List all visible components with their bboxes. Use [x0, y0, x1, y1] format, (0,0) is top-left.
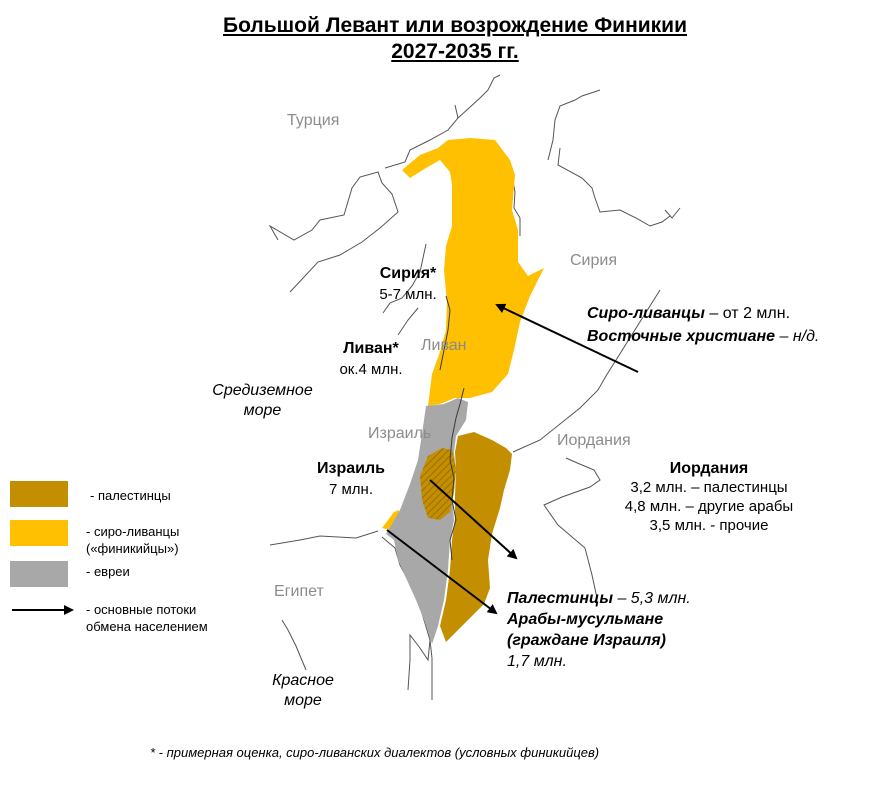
israeli-citizens-heading: (граждане Израиля) — [507, 632, 666, 649]
legend-swatch-syro-lebanese — [10, 520, 68, 546]
eastern-christians-heading: Восточные христиане — [587, 328, 776, 345]
syria-region-name: Сирия* — [379, 265, 437, 282]
palestinians-count: – 5,3 млн. — [613, 590, 691, 607]
map-title-line1: Большой Левант или возрождение Финикии — [222, 14, 687, 37]
syria-region-population: 5-7 млн. — [379, 286, 437, 303]
syria-region-label — [368, 265, 448, 303]
lebanon-region-label — [328, 340, 414, 378]
syro-lebanese-annotation — [587, 302, 819, 348]
country-label-jordan: Иордания — [557, 432, 631, 449]
legend-label-palestinians: - палестинцы — [90, 488, 171, 503]
israel-region-name: Израиль — [317, 460, 385, 477]
country-label-turkey: Турция — [287, 112, 340, 129]
palestinians-annotation — [507, 588, 691, 672]
legend-label-syro-lebanese: - сиро-ливанцы («финикийцы») — [86, 524, 180, 556]
legend-label-flows: - основные потоки обмена населением — [86, 602, 208, 634]
israel-region-label — [306, 460, 396, 498]
arab-muslims-heading: Арабы-мусульмане — [507, 611, 664, 628]
jordan-line-others: 3,5 млн. - прочие — [649, 517, 769, 534]
sea-label-red: Красное море — [272, 672, 334, 709]
legend-swatch-jews — [10, 561, 68, 587]
arab-muslims-count: 1,7 млн. — [507, 653, 567, 670]
israel-region-population: 7 млн. — [328, 481, 374, 498]
lebanon-region-population: ок.4 млн. — [339, 361, 403, 378]
eastern-christians-count: – н/д. — [775, 328, 820, 345]
lebanon-region-name: Ливан* — [343, 340, 399, 357]
footnote: * - примерная оценка, сиро-ливанских диалектов (условных финикийцев) — [150, 745, 600, 760]
jordan-region-name: Иордания — [669, 460, 749, 477]
country-label-israel: Израиль — [368, 425, 432, 442]
jordan-line-other-arabs: 4,8 млн. – другие арабы — [624, 498, 794, 515]
palestinians-heading: Палестинцы — [507, 590, 613, 607]
jordan-line-palestinians: 3,2 млн. – палестинцы — [630, 479, 788, 496]
syro-lebanese-heading: Сиро-ливанцы — [587, 305, 705, 322]
legend-label-jews: - евреи — [86, 564, 130, 579]
map-title-line2: 2027-2035 гг. — [391, 40, 519, 63]
country-label-lebanon: Ливан — [421, 337, 467, 354]
country-label-egypt: Египет — [274, 583, 324, 600]
jordan-region-label — [596, 459, 822, 535]
sea-label-mediterranean: Средиземное море — [212, 382, 313, 419]
legend-swatch-palestinians — [10, 481, 68, 507]
syro-lebanese-count: – от 2 млн. — [704, 305, 791, 322]
country-label-syria: Сирия — [570, 252, 617, 269]
